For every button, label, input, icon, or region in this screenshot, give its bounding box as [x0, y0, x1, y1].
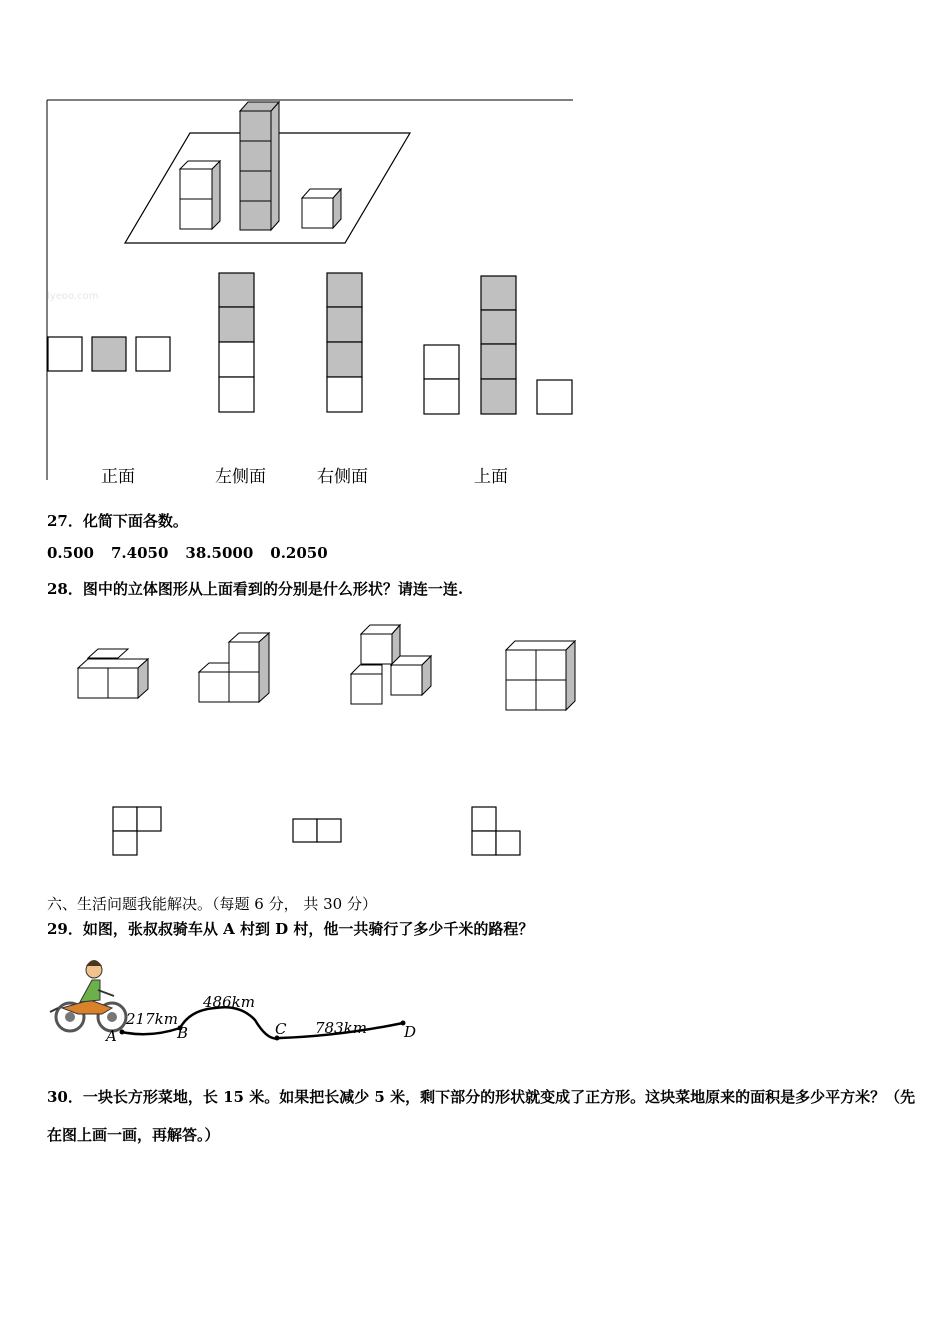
distance-AB-label: 217km [126, 1010, 178, 1028]
label-front-view: 正面 [101, 467, 135, 487]
q30-text: 30．一块长方形菜地，长 15 米。如果把长减少 5 米，剩下部分的形状就变成了正方形。这块菜地原来的面积是多少平方米？（先在图上画一画，再解答。） [47, 1088, 916, 1144]
cubes-on-plane-drawing [0, 0, 950, 500]
label-left-side-view: 左侧面 [215, 467, 266, 487]
distance-CD-label: 783km [315, 1019, 367, 1037]
solid-3 [351, 625, 431, 704]
right-side-view [327, 273, 362, 412]
solid-1 [78, 649, 148, 698]
cube-stack-left [180, 161, 220, 229]
point-D-label: D [404, 1023, 417, 1041]
top-view-shape-1 [113, 807, 161, 855]
solid-2 [199, 633, 269, 702]
q29-title: 29．如图，张叔叔骑车从 A 村到 D 村，他一共骑行了多少千米的路程？ [47, 920, 534, 938]
q27-number: 0.2050 [270, 544, 328, 562]
q27-numbers [47, 544, 328, 562]
watermark: lyeoo.com [47, 291, 99, 302]
point-B-label: B [177, 1024, 189, 1042]
q28-solids [0, 620, 950, 880]
point-A-label: A [106, 1027, 117, 1045]
cube-single-right [302, 189, 341, 228]
top-view-shape-3 [472, 807, 520, 855]
cube-stack-middle [240, 102, 279, 230]
motorcycle-rider-icon [50, 960, 126, 1031]
q28-title: 28．图中的立体图形从上面看到的分别是什么形状？请连一连. [47, 580, 464, 598]
q27-title: 27．化简下面各数。 [47, 512, 188, 530]
label-right-side-view: 右侧面 [317, 467, 368, 487]
section6-title: 六、生活问题我能解决。（每题 6 分， 共 30 分） [47, 895, 377, 913]
q27-number: 38.5000 [185, 544, 254, 562]
front-view [48, 337, 170, 371]
solid-4 [506, 641, 575, 710]
point-C-label: C [275, 1020, 287, 1038]
top-view-shape-2 [293, 819, 341, 842]
top-view [424, 276, 572, 414]
left-side-view [219, 273, 254, 412]
q27-number: 7.4050 [110, 544, 169, 562]
distance-BC-label: 486km [203, 993, 255, 1011]
q27-number: 0.500 [47, 544, 94, 562]
label-top-view: 上面 [474, 467, 508, 487]
